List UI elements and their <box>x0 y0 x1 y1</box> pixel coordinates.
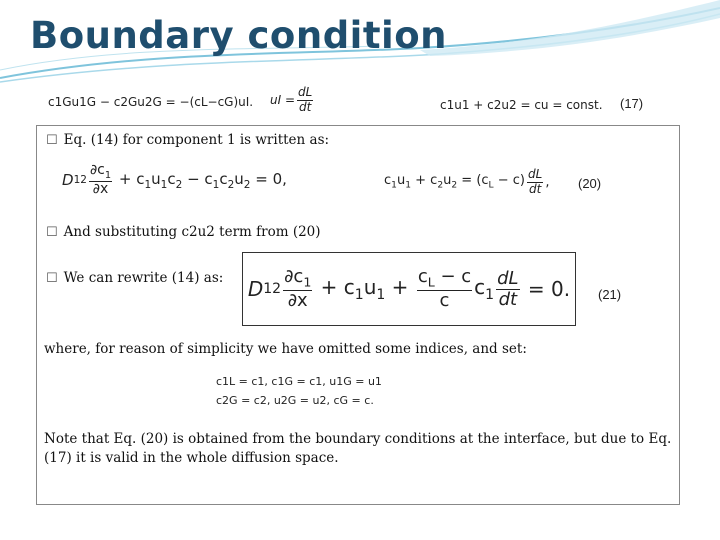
equation-21-number: (21) <box>598 287 622 302</box>
note-paragraph: Note that Eq. (20) is obtained from the boundary conditions at the interface, but due to Eq. (17) it is valid in the whole diffusion space. <box>44 431 672 466</box>
checkbox-bullet-icon: ☐ <box>46 224 58 240</box>
equation-top-left <box>48 92 258 112</box>
fraction-denominator: dt <box>299 99 312 114</box>
equation-20: $c_1u_1 + c_2u_2 = (c_L - c)$ $\frac{dL}{dt}$ , <box>384 162 564 202</box>
bullet-rewrite-text: We can rewrite (14) as: <box>63 270 224 286</box>
bullet-substitute <box>46 224 321 240</box>
equation-21-box: D 12 $\frac{\partial c_1}{\partial x}$ + $c_1u_1$ + $\frac{c_L - c}{c}$ $c_1$ $\frac{dL}{dt}$ = 0. <box>242 252 576 326</box>
definitions-row-2: c2G = c2, u2G = u2, cG = c. <box>216 394 374 407</box>
bullet-rewrite <box>46 270 223 286</box>
checkbox-bullet-icon: ☐ <box>46 132 58 148</box>
equation-20-number: (20) <box>578 176 602 191</box>
equation-17 <box>440 95 610 115</box>
bullet-eq14 <box>46 132 329 148</box>
definitions-row-1: c1L = c1, c1G = c1, u1G = u1 <box>216 375 382 388</box>
equation-top-middle-lhs: uI = <box>270 93 296 107</box>
equation-17-text: c1u1 + c2u2 = cu = const. <box>440 98 603 112</box>
equation-14-component1: D 12 $\frac{\partial c_1}{\partial x}$ + $c_1u_1c_2 - c_1c_2u_2 = 0$, <box>62 160 324 200</box>
definitions-block <box>216 372 426 416</box>
equation-top-left-text: c1Gu1G − c2Gu2G = −(cL−cG)uI. <box>48 95 254 109</box>
fraction-numerator: dL <box>298 85 313 100</box>
page-title: Boundary condition <box>30 14 447 57</box>
equation-top-middle-fraction <box>297 86 313 113</box>
where-paragraph: where, for reason of simplicity we have omitted some indices, and set: <box>44 341 527 357</box>
bullet-substitute-text: And substituting c2u2 term from (20) <box>63 224 321 240</box>
bullet-eq14-text: Eq. (14) for component 1 is written as: <box>63 132 330 148</box>
checkbox-bullet-icon: ☐ <box>46 270 58 286</box>
equation-17-number: (17) <box>620 96 644 111</box>
equation-top-middle <box>270 80 332 120</box>
